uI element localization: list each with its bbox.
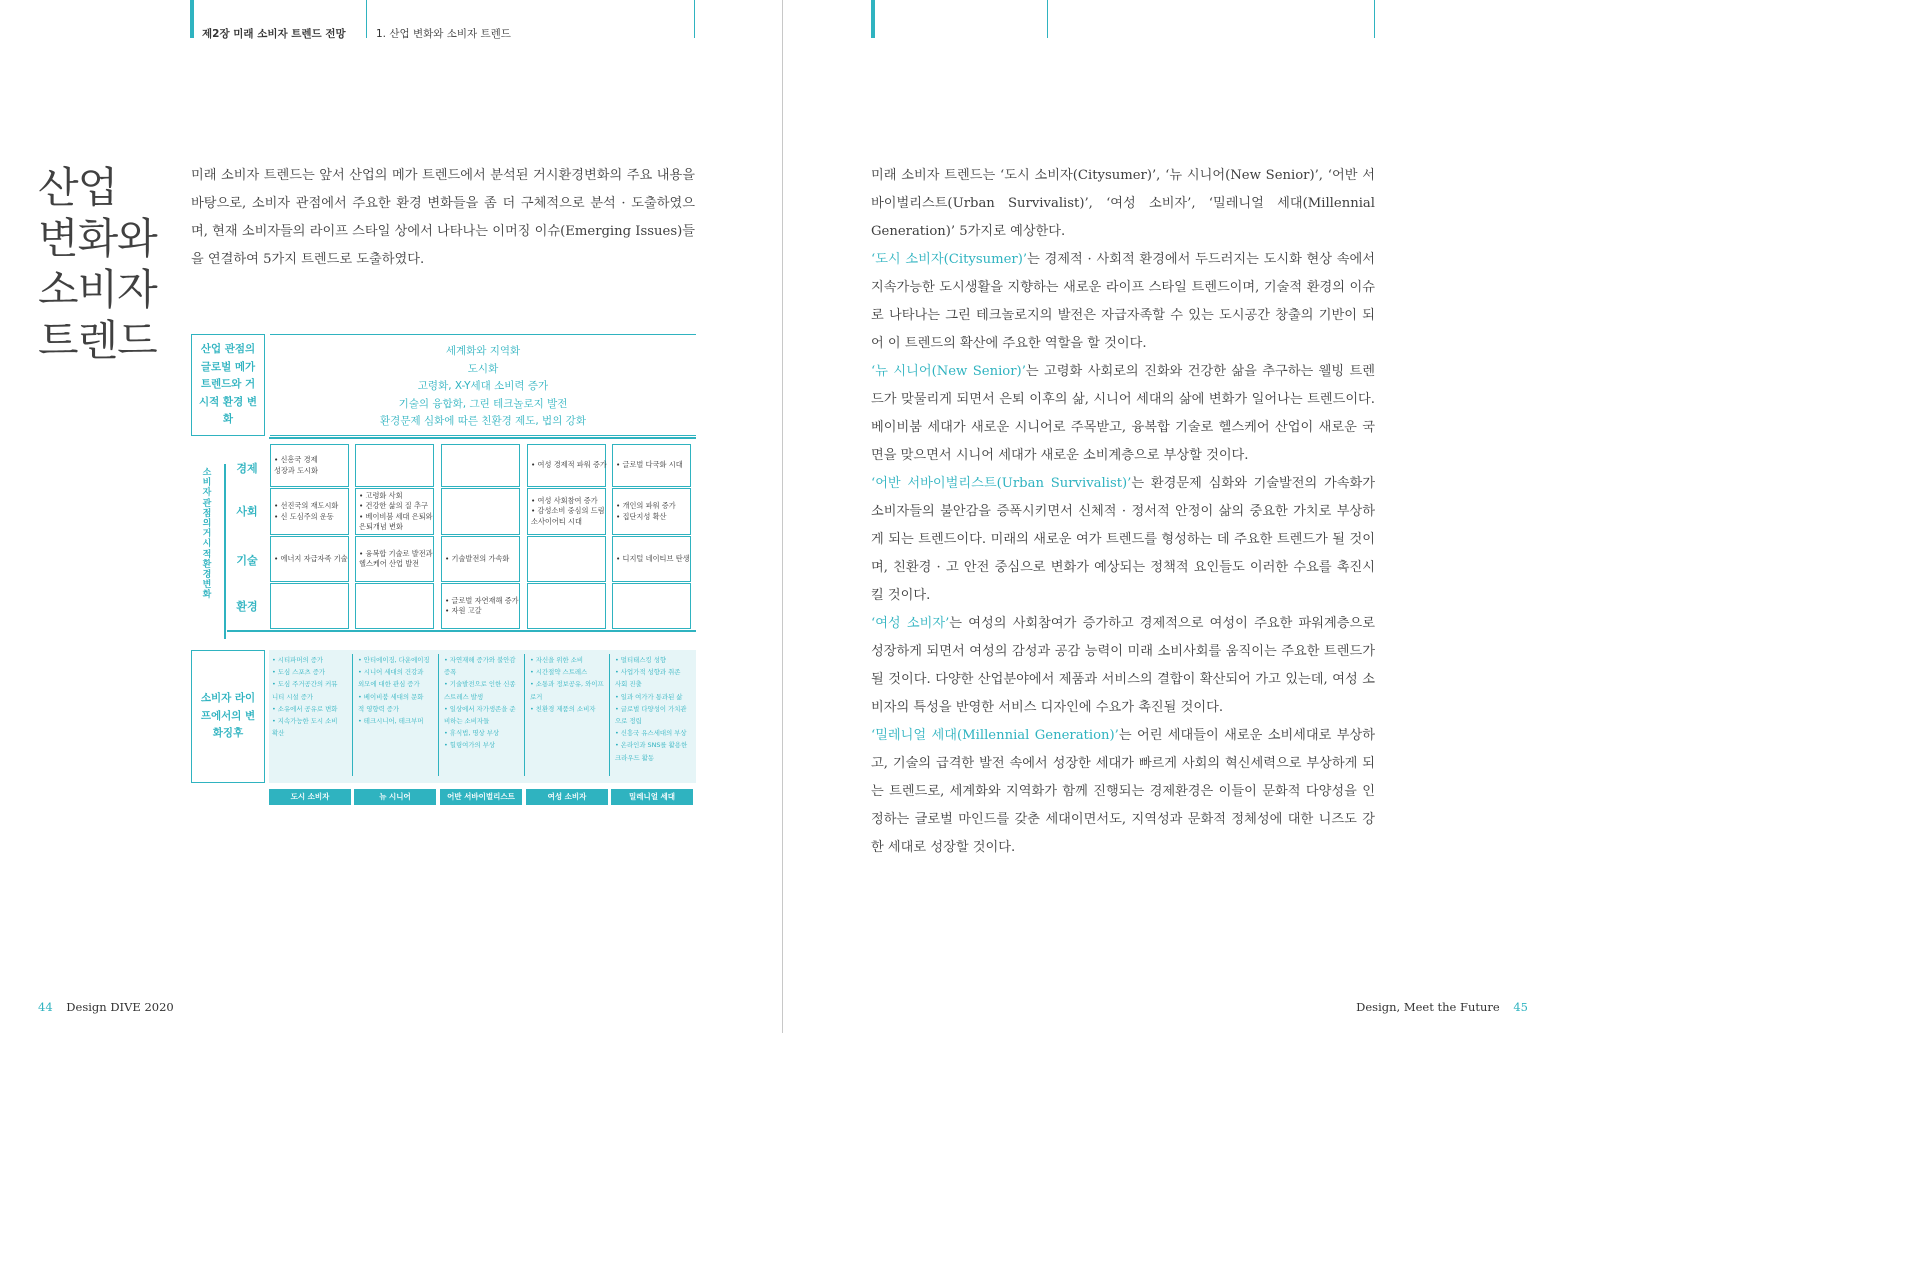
cell-line: • 집단지성 확산 <box>616 511 667 521</box>
matrix-cell <box>527 583 606 629</box>
signal-divider <box>609 654 610 776</box>
matrix-cell <box>355 488 434 535</box>
trend-millennial <box>871 722 1375 862</box>
matrix-cell <box>270 444 349 487</box>
signal-item: • 도심 스포츠 증가 <box>272 668 326 677</box>
consumer-view-label: 소비자 관점의 거시적 환경변화 <box>202 468 212 601</box>
cell-line: • 고령화 사회 <box>359 490 403 500</box>
signal-item: • 사업가적 성향과 취존 <box>615 668 681 677</box>
trend-tag: 여성 소비자 <box>526 789 608 805</box>
term-highlight: ‘어반 서바이벌리스트(Urban Survivalist)’ <box>871 476 1132 491</box>
title-line: 변화와 <box>38 214 157 263</box>
signal-item: 증폭 <box>444 668 457 677</box>
cell-line: • 디지털 네이티브 탄생 <box>616 553 690 563</box>
mega-trend-list <box>270 334 696 436</box>
row-label-technology: 기술 <box>236 554 258 567</box>
publication-tagline: Design, Meet the Future <box>1356 1000 1500 1014</box>
trend-tag: 도시 소비자 <box>269 789 351 805</box>
signal-column <box>272 654 337 739</box>
cell-line: • 여성 경제적 파워 증가 <box>531 460 607 470</box>
cell-line: • 개인의 파워 증가 <box>616 501 676 510</box>
trend-text: 는 어린 세대들이 새로운 소비세대로 부상하고, 기술의 급격한 발전 속에서 성장한 세대가 빠르게 사회의 혁신세력으로 부상하게 되는 트렌드로, 세계화와 지역화가 함께 진행되는 경제환경은 이들이 문화적 다양성을 인정하는 글로벌 마인드를 갖춘 세대이면서도, 지역성과 문화적 정체성에 대한 니즈도 강한 세대로 성장할 것이다. <box>871 728 1375 855</box>
cell-line: • 신흥국 경제 <box>274 455 318 464</box>
signal-item: • 온라인과 SNS를 활용한 <box>615 741 688 750</box>
cell-line: • 신 도심주의 운동 <box>274 511 334 521</box>
matrix-cell <box>270 488 349 535</box>
signal-item: • 자연재해 증가와 불안감 <box>444 656 516 664</box>
signal-item: • 시티파머의 증가 <box>272 656 324 664</box>
signal-label: 소비자 라이프에서의 변화징후 <box>191 650 265 783</box>
footer-right <box>1356 1000 1528 1014</box>
signal-item: • 테크시니어, 테크부머 <box>358 717 424 726</box>
signal-item: 비하는 소비자들 <box>444 717 490 726</box>
matrix-cell <box>270 536 349 582</box>
title-line: 소비자 <box>38 265 157 314</box>
cell-line: • 글로벌 자연재해 증가 <box>445 595 519 605</box>
header-divider <box>1374 0 1375 38</box>
matrix-cell <box>441 536 520 582</box>
signal-item: • 도심 주거공간의 커뮤 <box>272 680 338 689</box>
matrix-cell <box>270 583 349 629</box>
trend-text: 는 고령화 사회로의 진화와 건강한 삶을 추구하는 웰빙 트렌드가 맞물리게 되면서 은퇴 이후의 삶, 시니어 세대의 삶에 변화가 일어나는 트렌드이다. 베이비붐 세대가 새로운 시니어로 주목받고, 융복합 기술로 헬스케어 산업이 새로운 국면을 맞으면서 시니어 세대가 새로운 소비계층으로 부상할 것이다. <box>871 364 1375 463</box>
signal-item: • 멀티태스킹 성향 <box>615 656 667 664</box>
cell-line: • 여성 사회참여 증가 <box>531 495 598 505</box>
cell-line: 은퇴개념 변화 <box>359 522 403 531</box>
publication-name: Design DIVE 2020 <box>66 1000 174 1014</box>
intro-text: 미래 소비자 트렌드는 앞서 산업의 메가 트렌드에서 분석된 거시환경변화의 주요 내용을 바탕으로, 소비자 관점에서 주요한 환경 변화들을 좀 더 구체적으로 분석 · 도출하였으며, 현재 소비자들의 라이프 스타일 상에서 나타나는 이머징 이슈(Emerging Issues)들을 연결하여 5가지 트렌드로 도출하였다. <box>191 168 695 267</box>
row-label-society: 사회 <box>236 505 258 518</box>
mega-item: 기술의 융합화, 그린 테크놀로지 발전 <box>398 397 568 410</box>
signal-column <box>615 654 687 764</box>
signal-column <box>530 654 604 715</box>
trend-text: 는 경제적 · 사회적 환경에서 두드러지는 도시화 현상 속에서 지속가능한 도시생활을 지향하는 새로운 라이프 스타일 트렌드이며, 기술적 환경의 이슈로 나타나는 그린 테크놀로지의 발전은 자급자족할 수 있는 도시공간 창출의 기반이 되어 이 트렌드의 확산에 주요한 역할을 할 것이다. <box>871 252 1375 351</box>
mega-item: 고령화, X-Y세대 소비력 증가 <box>417 380 549 392</box>
cell-line: 성장과 도시화 <box>274 465 318 475</box>
trend-text: 는 환경문제 심화와 기술발전의 가속화가 소비자들의 불안감을 증폭시키면서 신체적 · 정서적 안정이 삶의 중요한 가치로 부상하게 되는 트렌드이다. 미래의 새로운 여가 트렌드를 형성하는 데 주요한 트렌드가 될 것이며, 친환경 · 고 안전 중심으로 변화가 예상되는 정책적 요인들도 이러한 수요를 촉진시킬 것이다. <box>871 476 1375 603</box>
intro-paragraph <box>191 162 695 274</box>
signal-divider <box>438 654 439 776</box>
matrix-cell <box>355 536 434 582</box>
matrix-cell <box>612 444 691 487</box>
signal-item: • 일과 여가가 통과된 삶 <box>615 692 683 701</box>
signal-item: • 소통과 정보공유, 와이프 <box>530 680 604 689</box>
trend-paragraphs <box>871 162 1375 862</box>
header-divider <box>694 0 695 38</box>
matrix-cell <box>612 536 691 582</box>
signal-item: • 안티에이징, 다운에이징 <box>358 656 430 664</box>
cell-line: • 건강한 삶의 질 추구 <box>359 501 428 510</box>
title-line: 산업 <box>38 163 118 212</box>
cell-line: • 융복합 기술로 발전과 <box>359 548 433 558</box>
signal-item: • 자신을 위한 소비 <box>530 656 584 664</box>
footer-left <box>38 1000 174 1014</box>
trend-summary: 미래 소비자 트렌드는 ‘도시 소비자(Citysumer)’, ‘뉴 시니어(New Senior)’, ‘어반 서바이벌리스트(Urban Survivalist)’, ‘여성 소비자’, ‘밀레니얼 세대(Millennial Generation)’ 5가지로 예상한다. <box>871 168 1375 239</box>
row-label-economy: 경제 <box>236 462 258 475</box>
cell-line: 소사이어티 시대 <box>531 516 582 526</box>
right-page <box>783 0 1552 1033</box>
signal-column <box>444 654 516 752</box>
page-number: 44 <box>38 1000 53 1014</box>
signal-item: 사회 진출 <box>615 680 642 689</box>
cell-line: • 에너지 자급자족 기술 <box>274 553 348 563</box>
signal-item: 외모에 대한 관심 증가 <box>358 680 420 689</box>
matrix-cell <box>612 488 691 535</box>
trend-citysumer <box>871 246 1375 358</box>
term-highlight: ‘여성 소비자’ <box>871 616 950 631</box>
matrix-cell <box>355 583 434 629</box>
left-page <box>0 0 782 1033</box>
mega-item: 환경문제 심화에 따른 친환경 제도, 법의 강화 <box>380 415 586 427</box>
signal-item: • 베이비붐 세대의 문화 <box>358 692 424 701</box>
trend-text: 는 여성의 사회참여가 증가하고 경제적으로 여성이 주요한 파워계층으로 성장하게 되면서 여성의 감성과 공감 능력이 미래 소비사회를 움직이는 주요한 트렌드가 될 것이다. 다양한 산업분야에서 제품과 서비스의 결합이 확산되어 가고 있는데, 여성 소비자의 특성을 반영한 서비스 디자인에 수요가 촉진될 것이다. <box>871 616 1375 715</box>
cell-line: 헬스케어 산업 발전 <box>359 559 420 568</box>
trend-diagram <box>191 334 696 806</box>
cell-line: • 감성소비 중심의 드림 <box>531 506 605 516</box>
cell-line: • 베이비붐 세대 은퇴와 <box>359 511 433 521</box>
signal-item: • 휴식법, 명상 부상 <box>444 729 500 738</box>
signal-item: • 시니어 세대의 건강과 <box>358 668 424 677</box>
signal-item: 적 영향력 증가 <box>358 704 400 713</box>
signal-item: • 힐링여가의 부상 <box>444 741 496 750</box>
cell-line: • 글로벌 다국화 시대 <box>616 460 683 470</box>
mega-item: 도시화 <box>467 362 499 375</box>
matrix-cell <box>527 488 606 535</box>
cell-line: • 자원 고갈 <box>445 606 482 615</box>
signal-divider <box>352 654 353 776</box>
chapter-header: 제2장 미래 소비자 트렌드 전망 <box>202 28 346 40</box>
mega-item: 세계화와 지역화 <box>445 345 521 357</box>
term-highlight: ‘밀레니얼 세대(Millennial Generation)’ <box>871 728 1119 743</box>
matrix-cell <box>355 444 434 487</box>
matrix-cell <box>441 583 520 629</box>
signal-item: • 시간절약 스트레스 <box>530 668 588 677</box>
bracket-line <box>224 464 226 639</box>
signal-column <box>358 654 430 727</box>
signal-item: 로거 <box>530 692 543 701</box>
title-line: 트렌드 <box>38 316 157 365</box>
trend-tag: 어반 서바이벌리스트 <box>440 789 522 805</box>
matrix-cell <box>527 444 606 487</box>
signal-item: • 일상에서 자가생존을 준 <box>444 704 516 713</box>
matrix-cell <box>441 488 520 535</box>
signal-item: • 지속가능한 도시 소비 <box>272 717 338 726</box>
mega-trend-label: 산업 관점의 글로벌 메가트렌드와 거시적 환경 변화 <box>191 334 265 436</box>
signal-item: 으로 정립 <box>615 717 642 726</box>
page-number: 45 <box>1513 1000 1528 1014</box>
matrix-cell <box>441 444 520 487</box>
header-accent-bar <box>871 0 875 38</box>
trend-new-senior <box>871 358 1375 470</box>
row-label-environment: 환경 <box>236 600 258 613</box>
cell-line: • 선진국의 재도시화 <box>274 501 339 510</box>
header-divider <box>1047 0 1048 38</box>
trend-tag: 밀레니얼 세대 <box>611 789 693 805</box>
signal-item: 확산 <box>272 729 285 738</box>
matrix-cell <box>527 536 606 582</box>
grid-bottom-line <box>227 630 696 632</box>
signal-item: • 기술발전으로 인한 신종 <box>444 680 516 689</box>
trend-tag: 뉴 시니어 <box>354 789 436 805</box>
header-accent-bar <box>190 0 194 38</box>
signal-item: 니티 시설 증가 <box>272 692 314 701</box>
signal-divider <box>524 654 525 776</box>
section-title <box>38 162 157 366</box>
signal-item: • 소유에서 공유로 변화 <box>272 704 338 713</box>
trend-female-consumer <box>871 610 1375 722</box>
header-divider <box>366 0 367 38</box>
signal-item: • 친환경 제품의 소비자 <box>530 704 596 713</box>
signal-item: 크라우드 활동 <box>615 753 655 762</box>
cell-line: • 기술발전의 가속화 <box>445 553 510 563</box>
signal-item: • 신흥국 유스세대의 부상 <box>615 729 687 738</box>
section-header: 1. 산업 변화와 소비자 트렌드 <box>376 28 511 40</box>
signal-item: 스트레스 발생 <box>444 692 484 701</box>
trend-urban-survivalist <box>871 470 1375 610</box>
term-highlight: ‘뉴 시니어(New Senior)’ <box>871 364 1026 379</box>
matrix-cell <box>612 583 691 629</box>
term-highlight: ‘도시 소비자(Citysumer)’ <box>871 252 1028 267</box>
grid-top-line <box>269 437 696 439</box>
signal-item: • 글로벌 다양성이 가치관 <box>615 704 687 713</box>
